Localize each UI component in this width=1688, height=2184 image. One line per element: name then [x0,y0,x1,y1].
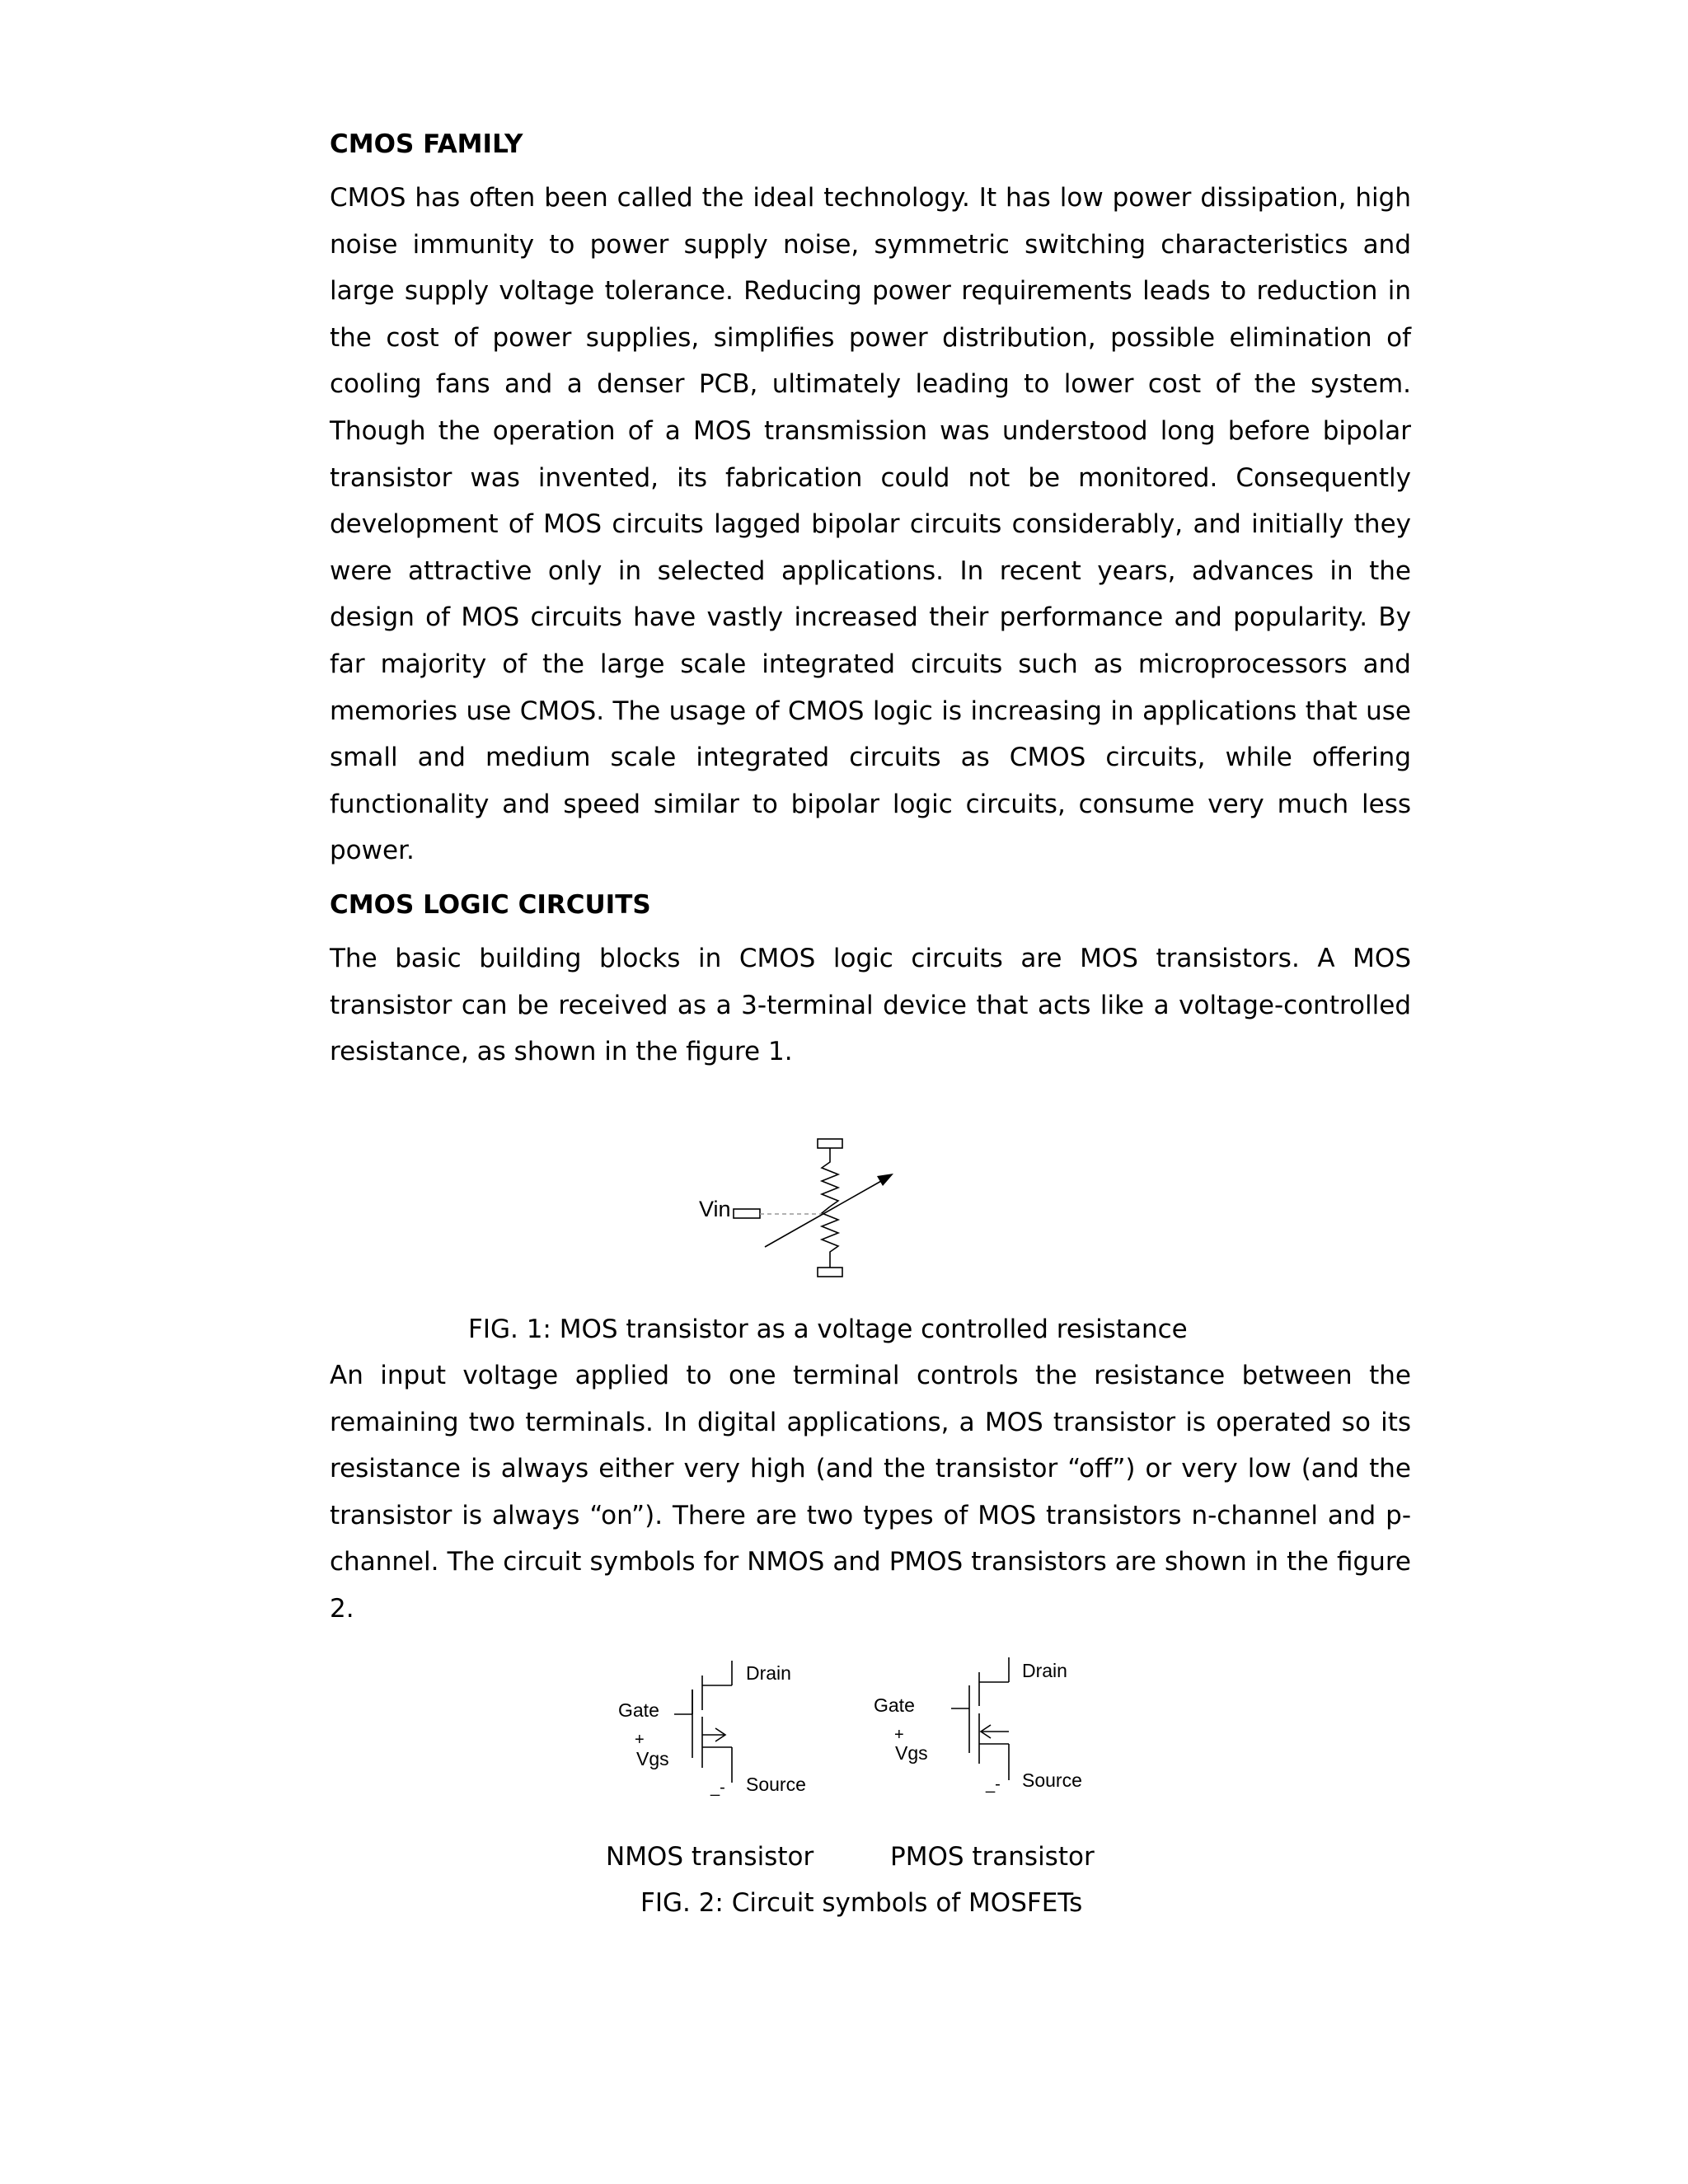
figure-1-caption-block [330,1306,1411,1633]
figure-1-diagram [692,1137,907,1282]
figure-2-caption: FIG. 2: Circuit symbols of MOSFETs [640,1888,1083,1918]
resistor-lower [822,1207,838,1268]
pmos-minus-label: _- [986,1775,1001,1793]
pmos-source-label: Source [1022,1769,1082,1791]
arrow-head-icon [877,1174,893,1186]
nmos-transistor-label: NMOS transistor [606,1842,814,1872]
document-page [330,124,1411,1076]
paragraph-input-voltage: An input voltage applied to one terminal controls the resistance between the remaining two terminals. In digital applications, a MOS transistor is operated so its resistance is always either very high (and the transistor “off”) or very low (and the transistor is always “on”). There are two types of MOS transistors n-channel and p-channel. The circuit symbols for NMOS and PMOS transistors are shown in the figure 2. [330,1361,1411,1624]
nmos-vgs-label: Vgs [636,1748,669,1769]
nmos-drain-label: Drain [746,1662,791,1684]
pmos-plus-label: + [894,1726,904,1744]
nmos-symbol [674,1661,732,1783]
resistor-upper [822,1148,838,1207]
vin-terminal [734,1209,760,1218]
pmos-transistor-label: PMOS transistor [890,1842,1095,1872]
pmos-gate-label: Gate [874,1694,915,1716]
figure-2-labels [606,1834,1133,1926]
paragraph-building-blocks: The basic building blocks in CMOS logic circuits are MOS transistors. A MOS transistor can be received as a 3-terminal device that acts like a voltage-controlled resistance, as shown in the figure 1. [330,943,1411,1067]
pmos-symbol [951,1657,1009,1780]
variable-arrow-line [765,1177,889,1247]
nmos-minus-label: _- [710,1779,725,1797]
figure-1-caption: FIG. 1: MOS transistor as a voltage controlled resistance [468,1315,1188,1344]
nmos-plus-label: + [635,1731,645,1749]
nmos-source-label: Source [746,1774,806,1795]
terminal-top [818,1139,842,1148]
paragraph-cmos-family: CMOS has often been called the ideal technology. It has low power dissipation, high noise immunity to power supply noise, symmetric switching characteristics and large supply voltage tolerance. Reducing power requirements leads to reduction in the cost of power supplies, simplifies power distribution, possible elimination of cooling fans and a denser PCB, ultimately leading to lower cost of the system. Though the operation of a MOS transmission was understood long before bipolar transistor was invented, its fabrication could not be monitored. Consequently development of MOS circuits lagged bipolar circuits considerably, and initially they were attractive only in selected applications. In recent years, advances in the design of MOS circuits have vastly increased their performance and popularity. By far majority of the large scale integrated circuits such as microprocessors and memories use CMOS. The usage of CMOS logic is increasing in applications that use small and medium scale integrated circuits as CMOS circuits, while offering functionality and speed similar to bipolar logic circuits, consume very much less power. [330,183,1411,866]
pmos-vgs-label: Vgs [895,1742,928,1764]
nmos-gate-label: Gate [618,1699,659,1721]
terminal-bottom [818,1268,842,1277]
pmos-drain-label: Drain [1022,1660,1067,1681]
section-heading-cmos-family: CMOS FAMILY [330,129,523,159]
vin-label: Vin [699,1197,731,1221]
figure-2-diagram [610,1652,1104,1809]
section-heading-cmos-logic-circuits: CMOS LOGIC CIRCUITS [330,889,651,920]
